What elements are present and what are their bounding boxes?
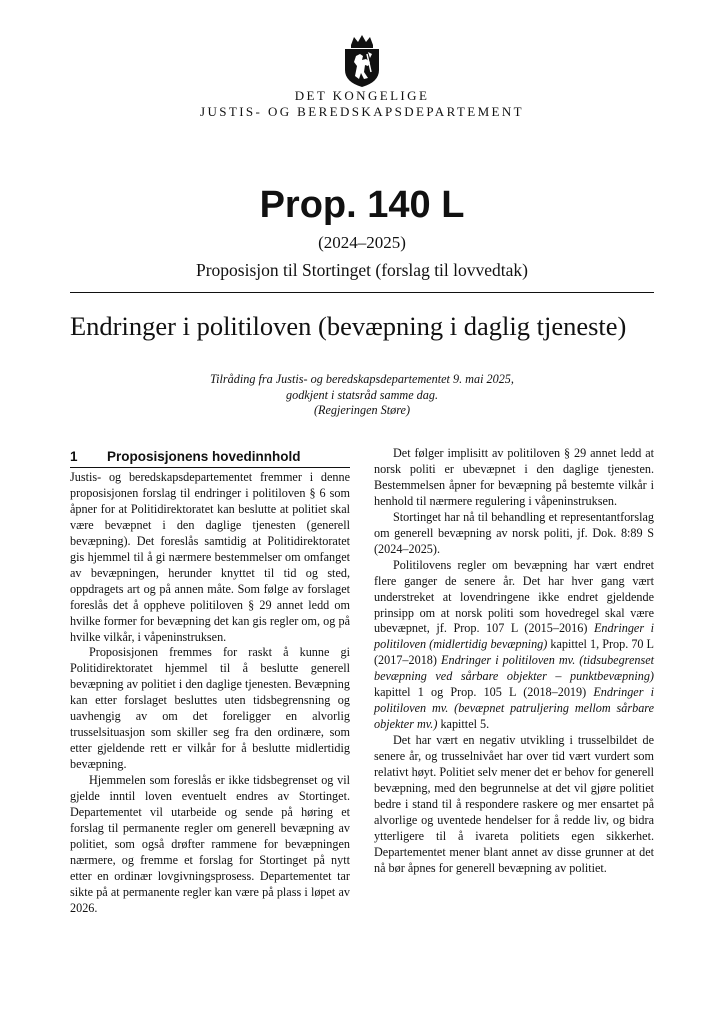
reference-title: Endringer i politiloven mv. (bevæpnet patruljering mellom sårbare objekter mv.) <box>374 685 655 732</box>
paragraph: Hjemmelen som foreslås er ikke tidsbegrenset og vil gjelde inntil loven eventuelt endres av Stortinget. Departementet vil utarbeide og sende på høring et forslag til permanente regler om generell bevæpning av politiet, som også drøfter rammene for bevæpningen nærmere, og fremme et forslag for Stortinget på nytt etter en ordinær lovgivningsprosess. Departementet tar sikte på at permanente regler kan være på plass i løpet av 2026. <box>70 773 350 915</box>
document-title: Endringer i politiloven (bevæpning i daglig tjeneste) <box>70 311 627 341</box>
paragraph: Justis- og beredskapsdepartementet fremmer i denne proposisjonen forslag til endringer i politiloven § 6 som åpner for at Politidirektoratet kan beslutte at politiet skal være bevæpnet i den daglige tjenesten (generell bevæpning). Det foreslås samtidig at Politidirektoratet gis hjemmel til å gi nærmere bestemmelser om omfanget av bevæpningen, herunder knyttet til tid og sted, oppdragets art og på annen måte. Som følge av forslaget foreslås det å oppheve politiloven § 29 annet ledd om hvilke former for bevæpning det kan gis regler om, og på hvilke vilkår, i våpeninstruksen. <box>70 470 350 644</box>
reference-title: Endringer i politiloven mv. (tidsubegrenset bevæpning ved sårbare objekter – punktbevæpning) <box>374 653 654 684</box>
tilrading-block <box>0 372 724 419</box>
department-line-2: JUSTIS- OG BEREDSKAPSDEPARTEMENT <box>199 104 524 119</box>
paragraph: Det følger implisitt av politiloven § 29 annet ledd at norsk politi er ubevæpnet i den daglige tjenesten. Bestemmelsen åpner for bevæpning på bestemte vilkår i henhold til nærmere regulering i våpeninstruksen. <box>374 446 654 508</box>
department-line-1: DET KONGELIGE <box>294 88 430 103</box>
paragraph: Proposisjonen fremmes for raskt å kunne gi Politidirektoratet hjemmel til å beslutte generell bevæpning av politiet i den daglige tjenesten. Bevæpning kan etter forslaget besluttes uten tidsbegrensning og uavhengig av om det foreligger en alvorlig trusselsituasjon som skiller seg fra den ordinære, som etter gjeldende rett er vilkår for å beslutte midlertidig bevæpning. <box>70 645 350 772</box>
tilrading-line: (Regjeringen Støre) <box>314 403 410 417</box>
text-run: kapittel 1, Prop. 70 L (2017–2018) <box>374 637 654 668</box>
section-heading <box>70 449 350 468</box>
text-run: Politilovens regler om bevæpning har vært endret flere ganger de senere år. Det har hver gang vært understreket at lovendringene ikke endret gjeldende prinsipp om at norsk politi som hovedregel skal være ubevæpnet, jf. Prop. 107 L (2015–2016) <box>374 557 654 636</box>
paragraph: Stortinget har nå til behandling et representantforslag om generell bevæpning av norsk politi, jf. Dok. 8:89 S (2024–2025). <box>374 509 654 556</box>
norwegian-coat-of-arms-icon <box>337 32 387 88</box>
section-title: Proposisjonens hovedinnhold <box>107 449 301 464</box>
tilrading-line: godkjent i statsråd samme dag. <box>286 387 438 402</box>
reference-title: Endringer i politiloven (midlertidig bevæpning) <box>374 621 655 652</box>
proposition-subtitle: Proposisjon til Stortinget (forslag til lovvedtak) <box>196 260 528 280</box>
section-number: 1 <box>70 449 78 464</box>
paragraph-with-references <box>374 558 654 733</box>
title-divider <box>70 292 654 293</box>
session-years: (2024–2025) <box>318 233 406 252</box>
proposition-number: Prop. 140 L <box>259 184 465 226</box>
text-run: kapittel 1 og Prop. 105 L (2018–2019) <box>374 685 587 700</box>
left-column <box>70 470 350 917</box>
tilrading-line: Tilråding fra Justis- og beredskapsdepartementet 9. mai 2025, <box>210 372 514 386</box>
text-run: kapittel 5. <box>440 717 490 732</box>
right-column <box>374 446 654 877</box>
paragraph: Det har vært en negativ utvikling i trusselbildet de senere år, og trusselnivået har over tid vært vurdert som relativt høyt. Politiet selv mener det er behov for generell bevæpning, med den begrunnelse at det vil gjøre politiet bedre i stand til å respondere raskere og mer ensartet på alvorlige og uventede hendelser for å redde liv, og bidra ytterligere til å ivareta politiets egen sikkerhet. Departementet mener blant annet av disse grunner at det nå bør åpnes for generell bevæpning av politiet. <box>374 733 654 875</box>
